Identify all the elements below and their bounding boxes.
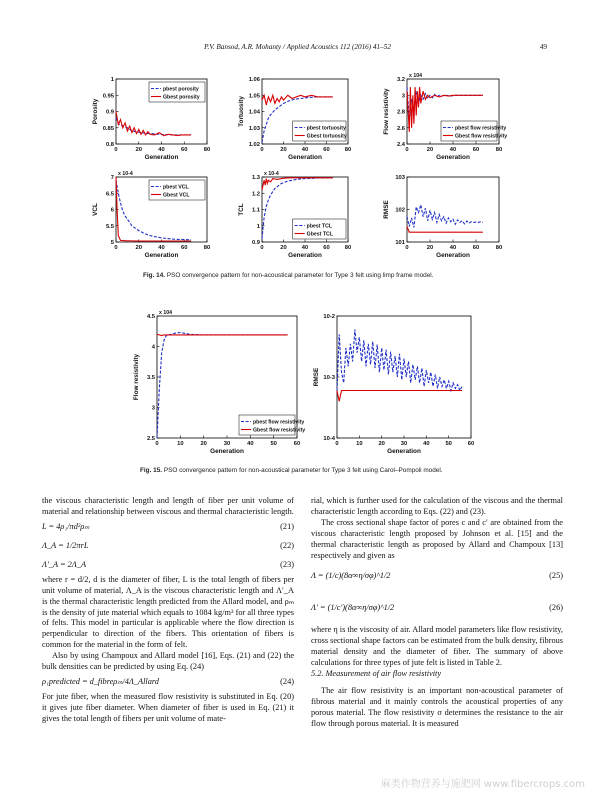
right-para-1: rial, which is further used for the calculation of the viscous and the thermal characteristic length according to Eqs. (22) and (23). xyxy=(311,496,563,516)
rmse_cp-ytick-label: 10-2 xyxy=(323,314,335,320)
rmse_cp-ylabel: RMSE xyxy=(313,367,320,387)
tortuosity-series-gbest xyxy=(262,95,333,105)
tortuosity-ytick-label: 1.06 xyxy=(248,77,260,83)
left-para-1: the viscous characteristic length and length of fiber per unit volume of material and relationship between viscous and thermal characteristic length. xyxy=(42,496,294,516)
flow_resistivity_limp-ytick-label: 2.6 xyxy=(396,125,405,132)
rmse_limp-ytick-label: 102 xyxy=(395,207,405,214)
fig15-caption xyxy=(140,467,443,474)
flow_resistivity_limp-ylabel: Flow resistivity xyxy=(383,88,390,135)
rmse_cp-ytick-label: 10-3 xyxy=(323,375,335,381)
equation-26: Λ′ = (1/c′)(8α∞η/σφ)^1/2 (26) xyxy=(311,603,563,613)
tortuosity-ytick-label: 1.02 xyxy=(248,142,260,148)
tcl-legend-entry: pbest TCL xyxy=(306,223,333,230)
porosity-series-gbest xyxy=(116,112,191,136)
tortuosity-legend-entry: pbest tortuosity xyxy=(306,125,346,132)
rmse_limp-ylabel: RMSE xyxy=(383,200,390,219)
flow_resistivity_cp-xtick-label: 0 xyxy=(155,441,159,447)
tcl-xtick-label: 60 xyxy=(323,245,330,251)
watermark: 麻类作物营养与施肥网 www.fibercrops.com xyxy=(380,779,585,790)
right-para-4: The air flow resistivity is an important non-acoustical parameter of fibrous material and it mainly controls the acoustical properties of any porous material. The flow resistivity σ determines the resistance to the air flow through porous material. It is measured xyxy=(311,685,563,728)
vcl-ytick-label: 6.5 xyxy=(105,191,114,198)
porosity-ytick-label: 0.8 xyxy=(105,142,114,148)
rmse_limp-xtick-label: 0 xyxy=(405,245,409,251)
equation-21: L = 4ρ₁/πd²ρₘ (21) xyxy=(42,521,294,531)
vcl-xtick-label: 40 xyxy=(158,245,165,251)
tcl-legend-entry: Gbest TCL xyxy=(306,231,333,238)
tcl-ytick-label: 1 xyxy=(256,223,260,230)
flow_resistivity_cp-ytick-label: 3 xyxy=(151,405,155,412)
right-column xyxy=(311,496,563,730)
flow_resistivity_cp-xtick-label: 60 xyxy=(293,441,301,447)
tcl-ytick-label: 1.2 xyxy=(251,191,260,198)
equation-22: Λ_A = 1/2πrL (22) xyxy=(42,540,294,550)
flow_resistivity_limp-ytick-label: 3.2 xyxy=(396,77,405,83)
flow_resistivity_cp-ylabel: Flow resistivity xyxy=(133,353,140,401)
flow_resistivity_cp-xtick-label: 10 xyxy=(177,441,184,447)
porosity-xtick-label: 60 xyxy=(181,147,188,153)
flow_resistivity_cp-exponent: x 104 xyxy=(159,310,172,316)
flow_resistivity_cp-ytick-label: 4.5 xyxy=(146,314,155,320)
page-number: 49 xyxy=(539,43,547,51)
rmse_cp-xtick-label: 60 xyxy=(467,441,475,447)
fig15-text: PSO convergence pattern for non-acoustical parameter for Type 3 felt using Carol–Pompoli model. xyxy=(163,467,443,474)
flow_resistivity_limp-xlabel: Generation xyxy=(436,154,470,161)
fig14-text: PSO convergence pattern for non-acoustical parameter for Type 3 felt using limp frame model. xyxy=(166,272,434,279)
tcl-ylabel: TCL xyxy=(238,203,245,216)
porosity-ytick-label: 0.95 xyxy=(102,93,114,100)
tcl-ytick-label: 0.9 xyxy=(251,240,260,246)
tortuosity-ytick-label: 1.03 xyxy=(248,125,260,132)
vcl-xtick-label: 0 xyxy=(114,245,118,251)
flow_resistivity_cp-xtick-label: 50 xyxy=(270,441,277,447)
porosity-ytick-label: 0.9 xyxy=(105,109,114,116)
tortuosity-xtick-label: 40 xyxy=(301,147,309,153)
rmse_cp-ytick-label: 10-4 xyxy=(323,436,335,442)
tortuosity-ytick-label: 1.05 xyxy=(248,93,260,100)
porosity-legend-entry: pbest porosity xyxy=(163,86,199,93)
porosity-xlabel: Generation xyxy=(144,154,179,161)
tortuosity-legend-entry: Gbest tortuosity xyxy=(306,133,347,140)
tcl-xtick-label: 80 xyxy=(344,245,352,251)
flow_resistivity_limp-xtick-label: 0 xyxy=(405,147,409,153)
porosity-xtick-label: 0 xyxy=(114,147,118,153)
flow_resistivity_cp-legend-entry: pbest flow resistivity xyxy=(253,419,305,426)
rmse_limp-series-pbest xyxy=(407,205,483,228)
vcl-legend-entry: Gbest VCL xyxy=(163,192,190,199)
tcl-exponent: x 10-4 xyxy=(264,171,279,177)
vcl-ylabel: VCL xyxy=(92,203,99,216)
flow_resistivity_limp-legend-entry: Gbest flow resistivity xyxy=(455,133,508,140)
rmse_cp-xtick-label: 20 xyxy=(378,441,385,447)
flow_resistivity_limp-ytick-label: 2.4 xyxy=(396,142,405,148)
section-heading: 5.2. Measurement of air flow resistivity xyxy=(311,669,442,679)
porosity-xtick-label: 20 xyxy=(135,147,142,153)
equation-25: Λ = (1/c)(8α∞η/σφ)^1/2 (25) xyxy=(311,571,563,581)
flow_resistivity_limp-ytick-label: 3 xyxy=(401,93,405,100)
flow_resistivity_limp-xtick-label: 40 xyxy=(449,147,457,153)
tortuosity-xtick-label: 0 xyxy=(260,147,264,153)
rmse_limp-xtick-label: 80 xyxy=(495,245,503,251)
rmse_cp-xtick-label: 30 xyxy=(400,441,408,447)
rmse_limp-xtick-label: 60 xyxy=(472,245,480,251)
tcl-ytick-label: 1.1 xyxy=(251,207,260,214)
vcl-exponent: x 10-4 xyxy=(118,171,133,177)
rmse_cp-xtick-label: 0 xyxy=(335,441,339,447)
left-column xyxy=(42,496,294,725)
rmse_limp-xtick-label: 20 xyxy=(426,245,434,251)
right-para-2: The cross sectional shape factor of pores c and c′ are obtained from the viscous characteristic length proposed by Johnson et al. [15] and the thermal characteristic length as proposed by Allard and Champoux [13] respectively and given as xyxy=(311,517,563,560)
flow_resistivity_cp-xtick-label: 40 xyxy=(247,441,254,447)
vcl-legend-entry: pbest VCL xyxy=(163,184,189,191)
flow_resistivity_limp-ytick-label: 2.8 xyxy=(396,109,405,116)
porosity-ylabel: Porosity xyxy=(92,98,99,125)
porosity-ytick-label: 0.85 xyxy=(102,125,114,132)
tcl-xtick-label: 20 xyxy=(280,245,287,251)
fig15-label: Fig. 15. xyxy=(140,467,163,474)
flow_resistivity_limp-exponent: x 104 xyxy=(409,73,422,79)
flow_resistivity_cp-legend-entry: Gbest flow resistivity xyxy=(253,427,306,434)
porosity-legend-entry: Gbest porosity xyxy=(163,94,200,101)
vcl-ytick-label: 5 xyxy=(110,240,114,246)
tortuosity-xtick-label: 60 xyxy=(323,147,330,153)
tcl-series-gbest xyxy=(262,178,333,190)
vcl-ytick-label: 5.5 xyxy=(105,223,114,230)
equation-23: Λ′_A = 2Λ_A (23) xyxy=(42,559,294,569)
vcl-xtick-label: 20 xyxy=(135,245,142,251)
rmse_limp-ytick-label: 103 xyxy=(395,175,405,181)
chart-tcl xyxy=(262,177,348,242)
porosity-xtick-label: 40 xyxy=(158,147,165,153)
fig14-label: Fig. 14. xyxy=(143,272,166,279)
left-para-2: where r = d/2, d is the diameter of fiber, L is the total length of fibers per unit volume of material, Λ_A is the viscous characteristic length and Λ′_A is the thermal characteristic length predicted from the Allard model, and ρₘ is the density of jute material which equals to 1084 kg/m³ for all three types of felts. This model in particular is applicable where the flow direction is perpendicular to direction of the fibers. This orientation of fibers is common for the material in the form of felt. xyxy=(42,574,294,650)
rmse_cp-series-gbest xyxy=(337,391,462,402)
tortuosity-xlabel: Generation xyxy=(288,154,322,161)
tortuosity-xtick-label: 20 xyxy=(280,147,287,153)
flow_resistivity_cp-xlabel: Generation xyxy=(210,448,244,455)
rmse_cp-xtick-label: 10 xyxy=(356,441,363,447)
rmse_cp-xlabel: Generation xyxy=(387,448,421,455)
rmse_limp-ytick-label: 101 xyxy=(395,240,405,246)
flow_resistivity_limp-xtick-label: 60 xyxy=(472,147,480,153)
chart-rmse_limp xyxy=(407,177,499,242)
chart-vcl xyxy=(116,177,207,242)
porosity-xtick-label: 80 xyxy=(203,147,211,153)
flow_resistivity_cp-xtick-label: 30 xyxy=(223,441,231,447)
rmse_limp-xlabel: Generation xyxy=(436,252,470,259)
tortuosity-ylabel: Tortuosity xyxy=(238,96,245,127)
tcl-xtick-label: 0 xyxy=(260,245,264,251)
vcl-ytick-label: 6 xyxy=(110,207,114,214)
rmse_cp-series-pbest xyxy=(337,330,462,391)
flow_resistivity_cp-ytick-label: 3.5 xyxy=(146,375,155,381)
flow_resistivity_limp-legend-entry: pbest flow resistivity xyxy=(455,125,507,132)
flow_resistivity_cp-series-gbest xyxy=(157,334,288,335)
vcl-xtick-label: 80 xyxy=(203,245,211,251)
flow_resistivity_cp-xtick-label: 20 xyxy=(200,441,207,447)
tortuosity-ytick-label: 1.04 xyxy=(248,109,260,116)
tcl-xtick-label: 40 xyxy=(301,245,309,251)
rmse_limp-xtick-label: 40 xyxy=(449,245,457,251)
tcl-ytick-label: 1.3 xyxy=(251,175,260,181)
rmse_cp-xtick-label: 50 xyxy=(445,441,452,447)
equation-24: ρ₁predicted = d_fibreρₘ/4Λ_Allard (24) xyxy=(42,676,294,686)
rmse_cp-axes-frame xyxy=(337,316,471,438)
flow_resistivity_limp-xtick-label: 80 xyxy=(495,147,503,153)
left-para-3: Also by using Champoux and Allard model [16], Eqs. (21) and (22) the bulk densities can be predicted by using Eq. (24) xyxy=(42,651,294,672)
vcl-xtick-label: 60 xyxy=(181,245,188,251)
running-title: P.V. Bansod, A.R. Mohanty / Applied Acoustics 112 (2016) 41–52 xyxy=(204,43,391,51)
vcl-xlabel: Generation xyxy=(144,252,179,259)
flow_resistivity_cp-ytick-label: 2.5 xyxy=(146,436,155,442)
chart-rmse_cp xyxy=(337,316,471,438)
tortuosity-xtick-label: 80 xyxy=(344,147,352,153)
right-para-3: where η is the viscosity of air. Allard model parameters like flow resistivity, cross sectional shape factors can be estimated from the bulk density, fibrous material density and the diameter of fiber. The summary of above calculations for three types of jute felt is listed in Table 2. xyxy=(311,625,563,668)
porosity-ytick-label: 1 xyxy=(110,77,114,83)
rmse_cp-xtick-label: 40 xyxy=(423,441,430,447)
fig14-caption xyxy=(143,272,433,279)
flow_resistivity_cp-ytick-label: 4 xyxy=(151,344,155,351)
vcl-ytick-label: 7 xyxy=(110,175,114,181)
tcl-xlabel: Generation xyxy=(288,252,322,259)
flow_resistivity_limp-xtick-label: 20 xyxy=(426,147,434,153)
left-para-4: For jute fiber, when the measured flow resistivity is substituted in Eq. (20) it gives jute fiber diameter. When diameter of fiber is used in Eq. (21) it gives the total length of fibers per unit volume of mate- xyxy=(42,691,294,723)
rmse_limp-series-gbest xyxy=(407,227,483,233)
